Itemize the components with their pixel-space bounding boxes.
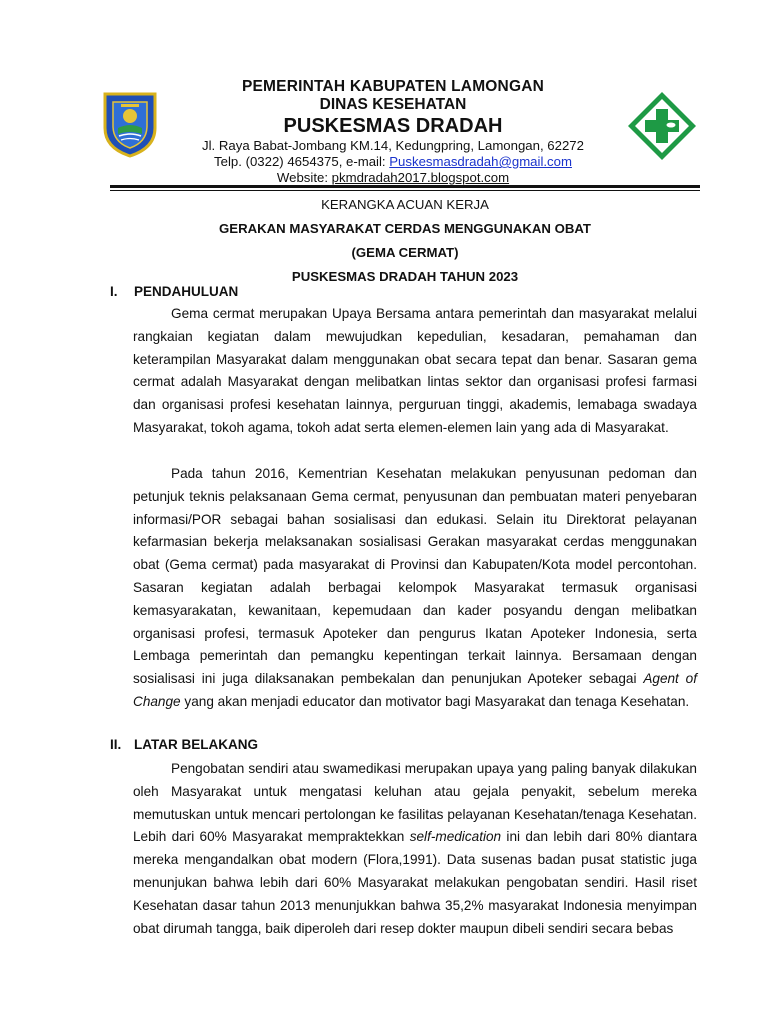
letterhead-divider-thick bbox=[110, 185, 700, 188]
section-heading-latar-belakang bbox=[110, 735, 258, 755]
letterhead-department: DINAS KESEHATAN bbox=[319, 96, 467, 113]
website-label: Website: bbox=[276, 170, 332, 185]
letterhead-government: PEMERINTAH KABUPATEN LAMONGAN bbox=[241, 78, 544, 95]
paragraph-italic-text: Agent of Change bbox=[133, 671, 697, 709]
letterhead-institution: PUSKESMAS DRADAH bbox=[283, 115, 503, 137]
paragraph-text: yang akan menjadi educator dan motivator bagi Masyarakat dan tenaga Kesehatan. bbox=[180, 693, 690, 709]
title-acronym: (GEMA CERMAT) bbox=[351, 245, 459, 260]
letterhead-phone: Telp. (0322) 4654375, e-mail: bbox=[214, 154, 390, 169]
paragraph-pendahuluan-2 bbox=[133, 463, 697, 714]
title-year: PUSKESMAS DRADAH TAHUN 2023 bbox=[291, 269, 519, 284]
letterhead bbox=[160, 78, 626, 186]
website-link[interactable]: pkmdradah2017.blogspot.com bbox=[331, 170, 510, 185]
letterhead-website-line bbox=[160, 170, 626, 186]
title-kak: KERANGKA ACUAN KERJA bbox=[321, 197, 489, 212]
section-number: I. bbox=[110, 284, 118, 299]
section-title: PENDAHULUAN bbox=[134, 284, 239, 299]
paragraph-text: Pengobatan sendiri atau swamedikasi merupakan upaya yang paling banyak dilakukan oleh Masyarakat untuk mengatasi keluhan atau gejala penyakit, sebelum mereka memutuskan untuk mencari pertolongan ke fasilitas pelayanan Kesehatan/tenaga Kesehatan. Lebih dari 60% Masyarakat mempraktekkan bbox=[133, 761, 697, 845]
paragraph-italic-text: self-medication bbox=[409, 829, 502, 845]
letterhead-address: Jl. Raya Babat-Jombang KM.14, Kedungpring, Lamongan, 62272 bbox=[202, 138, 584, 153]
paragraph-text: Pada tahun 2016, Kementrian Kesehatan melakukan penyusunan pedoman dan petunjuk teknis pelaksanaan Gema cermat, penyusunan dan pembuatan materi penyebaran informasi/POR sebagai bahan sosialisasi dan edukasi. Selain itu Direktorat pelayanan kefarmasian bekerja melaksanakan sosialisasi Gerakan masyarakat cerdas menggunakan obat (Gema cermat) pada masyarakat di Provinsi dan Kabupaten/Kota model percontohan. Sasaran kegiatan adalah berbagai kelompok Masyarakat termasuk organisasi kemasyarakatan, kewanitaan, kepemudaan dan kader posyandu dengan melibatkan organisasi profesi, termasuk Apoteker dan pengurus Ikatan Apoteker Indonesia, serta Lembaga pemerintah dan pemangku kepentingan terkait lainnya. Bersamaan dengan sosialisasi ini juga dilaksanakan pembekalan dan penunjukan Apoteker sebagai bbox=[133, 466, 697, 687]
puskesmas-logo-icon bbox=[626, 90, 698, 162]
letterhead-contact bbox=[160, 154, 626, 170]
paragraph-pendahuluan-1: Gema cermat merupakan Upaya Bersama antara pemerintah dan masyarakat melalui rangkaian kegiatan dalam mewujudkan kepedulian, kesadaran, pemahaman dan keterampilan Masyarakat dalam menggunakan obat secara tepat dan benar. Sasaran gema cermat adalah Masyarakat dengan melibatkan lintas sektor dan organisasi profesi farmasi dan organisasi profesi kesehatan lainnya, perguruan tinggi, akademis, lemabaga swadaya Masyarakat, tokoh agama, tokoh adat serta elemen-elemen lain yang ada di Masyarakat. bbox=[133, 306, 697, 435]
lamongan-regency-emblem-icon bbox=[101, 90, 159, 158]
document-titles bbox=[110, 193, 700, 289]
section-number: II. bbox=[110, 737, 122, 752]
paragraph-latar-belakang-1 bbox=[133, 758, 697, 940]
title-program: GERAKAN MASYARAKAT CERDAS MENGGUNAKAN OBAT bbox=[219, 221, 591, 236]
email-link[interactable]: Puskesmasdradah@gmail.com bbox=[389, 154, 572, 169]
letterhead-divider-thin bbox=[110, 190, 700, 191]
paragraph-text: ini dan lebih dari 80% diantara mereka mengandalkan obat modern (Flora,1991). Data susenas badan pusat statistic juga menunjukan bahwa lebih dari 60% Masyarakat melakukan pengobatan sendiri. Hasil riset Kesehatan dasar tahun 2013 menunjukkan bahwa 35,2% masyarakat Indonesia menyimpan obat dirumah tangga, baik diperoleh dari resep dokter maupun dibeli sendiri secara bebas bbox=[133, 829, 698, 936]
section-title: LATAR BELAKANG bbox=[134, 737, 258, 752]
section-heading-pendahuluan bbox=[110, 282, 238, 302]
